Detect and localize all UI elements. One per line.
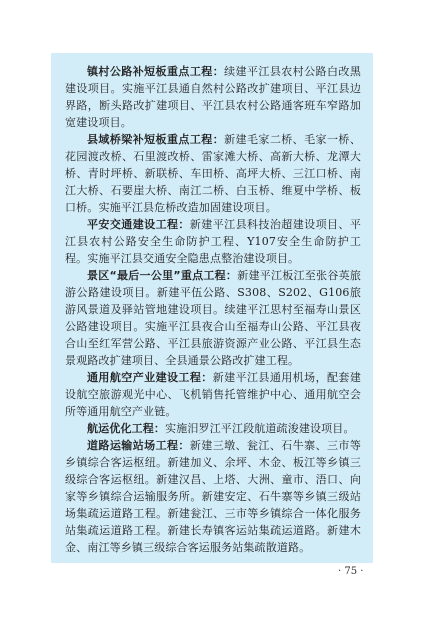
- paragraph-transport-stations: [65, 437, 361, 556]
- paragraph-body: 新建毛家二桥、毛家一桥、花园渡改桥、石里渡改桥、雷家滩大桥、高新大桥、龙潭大桥、青时坪桥、新联桥、车田桥、高坪大桥、三江口桥、南江大桥、石要崖大桥、南江二桥、白玉桥、维夏中学桥、板口桥。实施平江县危桥改造加固建设项目。: [65, 133, 361, 214]
- paragraph-title: 道路运输站场工程：: [87, 439, 190, 452]
- paragraph-body: 新建平江县科技治超建设项目、平江县农村公路安全生命防护工程、Y107安全生命防护工程。实施平江县交通安全隐患点整治建设项目。: [65, 218, 361, 265]
- paragraph-body: 新建三墩、瓮江、石牛寨、三市等乡镇综合客运枢纽。新建加义、余坪、木金、板江等乡镇三级综合客运枢纽。新建汉昌、上塔、大洲、童市、浯口、向家等乡镇综合运输服务所。新建安定、石牛寨等乡镇三级站场集疏运道路工程。新建瓮江、三市等乡镇综合一体化服务站集疏运道路工程。新建长寿镇客运站集疏运道路。新建木金、南江等乡镇三级综合客运服务站集疏散道路。: [65, 439, 361, 554]
- paragraph-bridges: [65, 131, 361, 216]
- paragraph-body: 新建平江县通用机场，配套建设航空旅游观光中心、飞机销售托管维护中心、通用航空会所等通用航空产业链。: [65, 371, 362, 418]
- paragraph-body: 续建平江县农村公路白改黑建设项目。实施平江县通自然村公路改扩建项目、平江县边界路，断头路改扩建项目、平江县农村公路通客班车窄路加宽建设项目。: [65, 65, 361, 129]
- paragraph-village-roads: [65, 63, 361, 131]
- content-panel: [51, 53, 373, 563]
- paragraph-title: 县域桥梁补短板重点工程：: [87, 133, 225, 146]
- paragraph-scenic-last-mile: [65, 267, 361, 369]
- paragraph-title: 通用航空产业建设工程：: [87, 371, 213, 384]
- paragraph-title: 航运优化工程：: [87, 422, 166, 435]
- paragraph-body: 实施汨罗江平江段航道疏浚建设项目。: [165, 422, 355, 435]
- paragraph-shipping: [65, 420, 361, 437]
- paragraph-title: 镇村公路补短板重点工程：: [87, 65, 225, 78]
- paragraph-general-aviation: [65, 369, 361, 420]
- paragraph-title: 平安交通建设工程：: [87, 218, 190, 231]
- paragraph-body: 新建平江板江至张谷英旅游公路建设项目。新建平伍公路、S308、S202、G106旅游风景道及驿站管地建设项目。续建平江思村至福寿山景区公路建设项目。实施平江县夜合山至福寿山公路、平江县夜合山至红军营公路、平江县旅游资源产业公路、平江县生态景观路改扩建项目、全县通景公路改扩建工程。: [65, 269, 361, 367]
- paragraph-safe-traffic: [65, 216, 361, 267]
- paragraph-title: 景区“最后一公里”重点工程：: [87, 269, 238, 282]
- page-number: · 75 ·: [338, 566, 364, 577]
